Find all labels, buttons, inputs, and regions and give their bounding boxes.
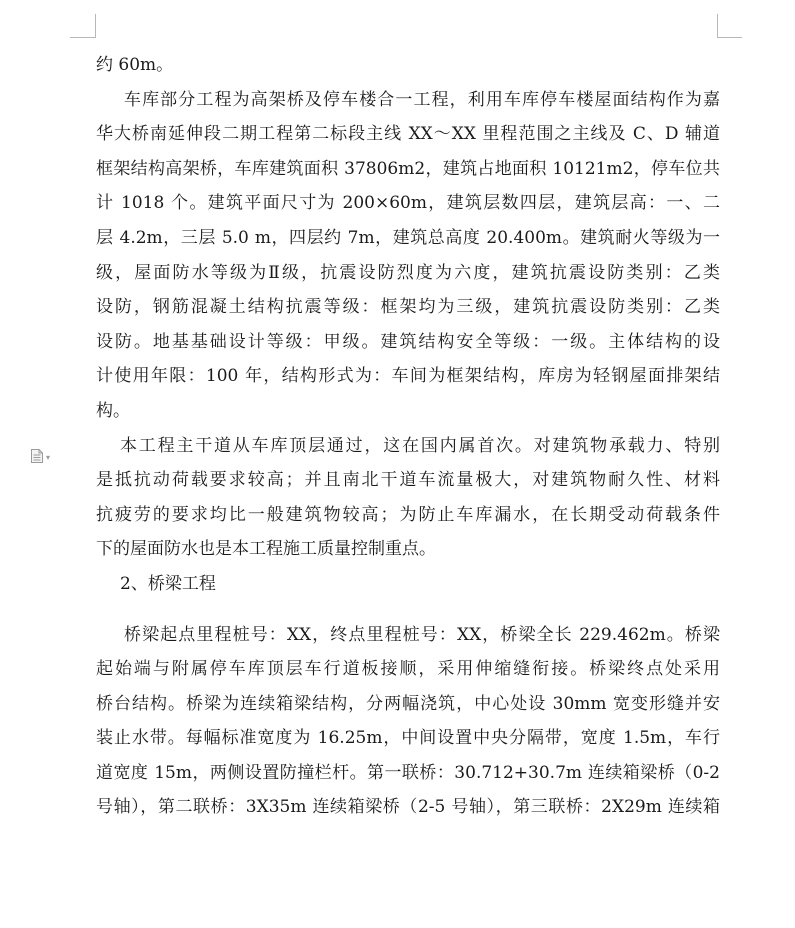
text-line: 下的屋面防水也是本工程施工质量控制重点。 (96, 539, 436, 560)
text-line: 车库部分工程为高架桥及停车楼合一工程，利用车库停车楼屋面结构作为嘉 (124, 89, 720, 110)
text-line: 级，屋面防水等级为Ⅱ级，抗震设防烈度为六度，建筑抗震设防类别：乙类 (96, 262, 720, 283)
chevron-down-icon: ▾ (46, 452, 51, 462)
text-line: 桥台结构。桥梁为连续箱梁结构，分两幅浇筑，中心处设 30mm 宽变形缝并安 (96, 693, 720, 714)
text-line: 本工程主干道从车库顶层通过，这在国内属首次。对建筑物承载力、特别 (120, 435, 720, 456)
text-line: 起始端与附属停车库顶层车行道板接顺，采用伸缩缝衔接。桥梁终点处采用 (96, 659, 720, 680)
document-body (96, 48, 720, 825)
text-line: 设防。地基基础设计等级：甲级。建筑结构安全等级：一级。主体结构的设 (96, 331, 720, 352)
text-line: 约 60m。 (96, 55, 174, 75)
text-line: 道宽度 15m，两侧设置防撞栏杆。第一联桥：30.712+30.7m 连续箱梁桥（0-2 (96, 762, 720, 783)
text-line: 装止水带。每幅标准宽度为 16.25m，中间设置中央分隔带，宽度 1.5m，车行 (96, 728, 720, 749)
document-icon (30, 448, 44, 464)
text-line: 抗疲劳的要求均比一般建筑物较高；为防止车库漏水，在长期受动荷载条件 (96, 504, 720, 525)
text-line: 桥梁起点里程桩号：XX，终点里程桩号：XX，桥梁全长 229.462m。桥梁 (124, 624, 720, 645)
text-line: 框架结构高架桥，车库建筑面积 37806m2，建筑占地面积 10121m2，停车位共 (96, 158, 720, 179)
margin-corner-top-left (70, 14, 96, 38)
section-heading: 2、桥梁工程 (120, 573, 216, 594)
text-line: 是抵抗动荷载要求较高；并且南北干道车流量极大，对建筑物耐久性、材料 (96, 470, 720, 491)
text-line: 计 1018 个。建筑平面尺寸为 200×60m，建筑层数四层，建筑层高：一、二 (96, 193, 720, 214)
text-line: 构。 (96, 400, 130, 421)
text-line: 华大桥南延伸段二期工程第二标段主线 XX～XX 里程范围之主线及 C、D 辅道 (96, 124, 720, 145)
paragraph-marker[interactable] (30, 447, 56, 465)
text-line: 层 4.2m，三层 5.0 m，四层约 7m，建筑总高度 20.400m。建筑耐火等级为一 (96, 227, 720, 248)
margin-corner-top-right (717, 14, 742, 38)
text-line: 计使用年限：100 年，结构形式为：车间为框架结构，库房为轻钢屋面排架结 (96, 366, 720, 387)
text-line: 号轴），第二联桥：3X35m 连续箱梁桥（2-5 号轴），第三联桥：2X29m 连续箱 (96, 797, 720, 818)
text-line: 设防，钢筋混凝土结构抗震等级：框架均为三级，建筑抗震设防类别：乙类 (96, 297, 720, 318)
